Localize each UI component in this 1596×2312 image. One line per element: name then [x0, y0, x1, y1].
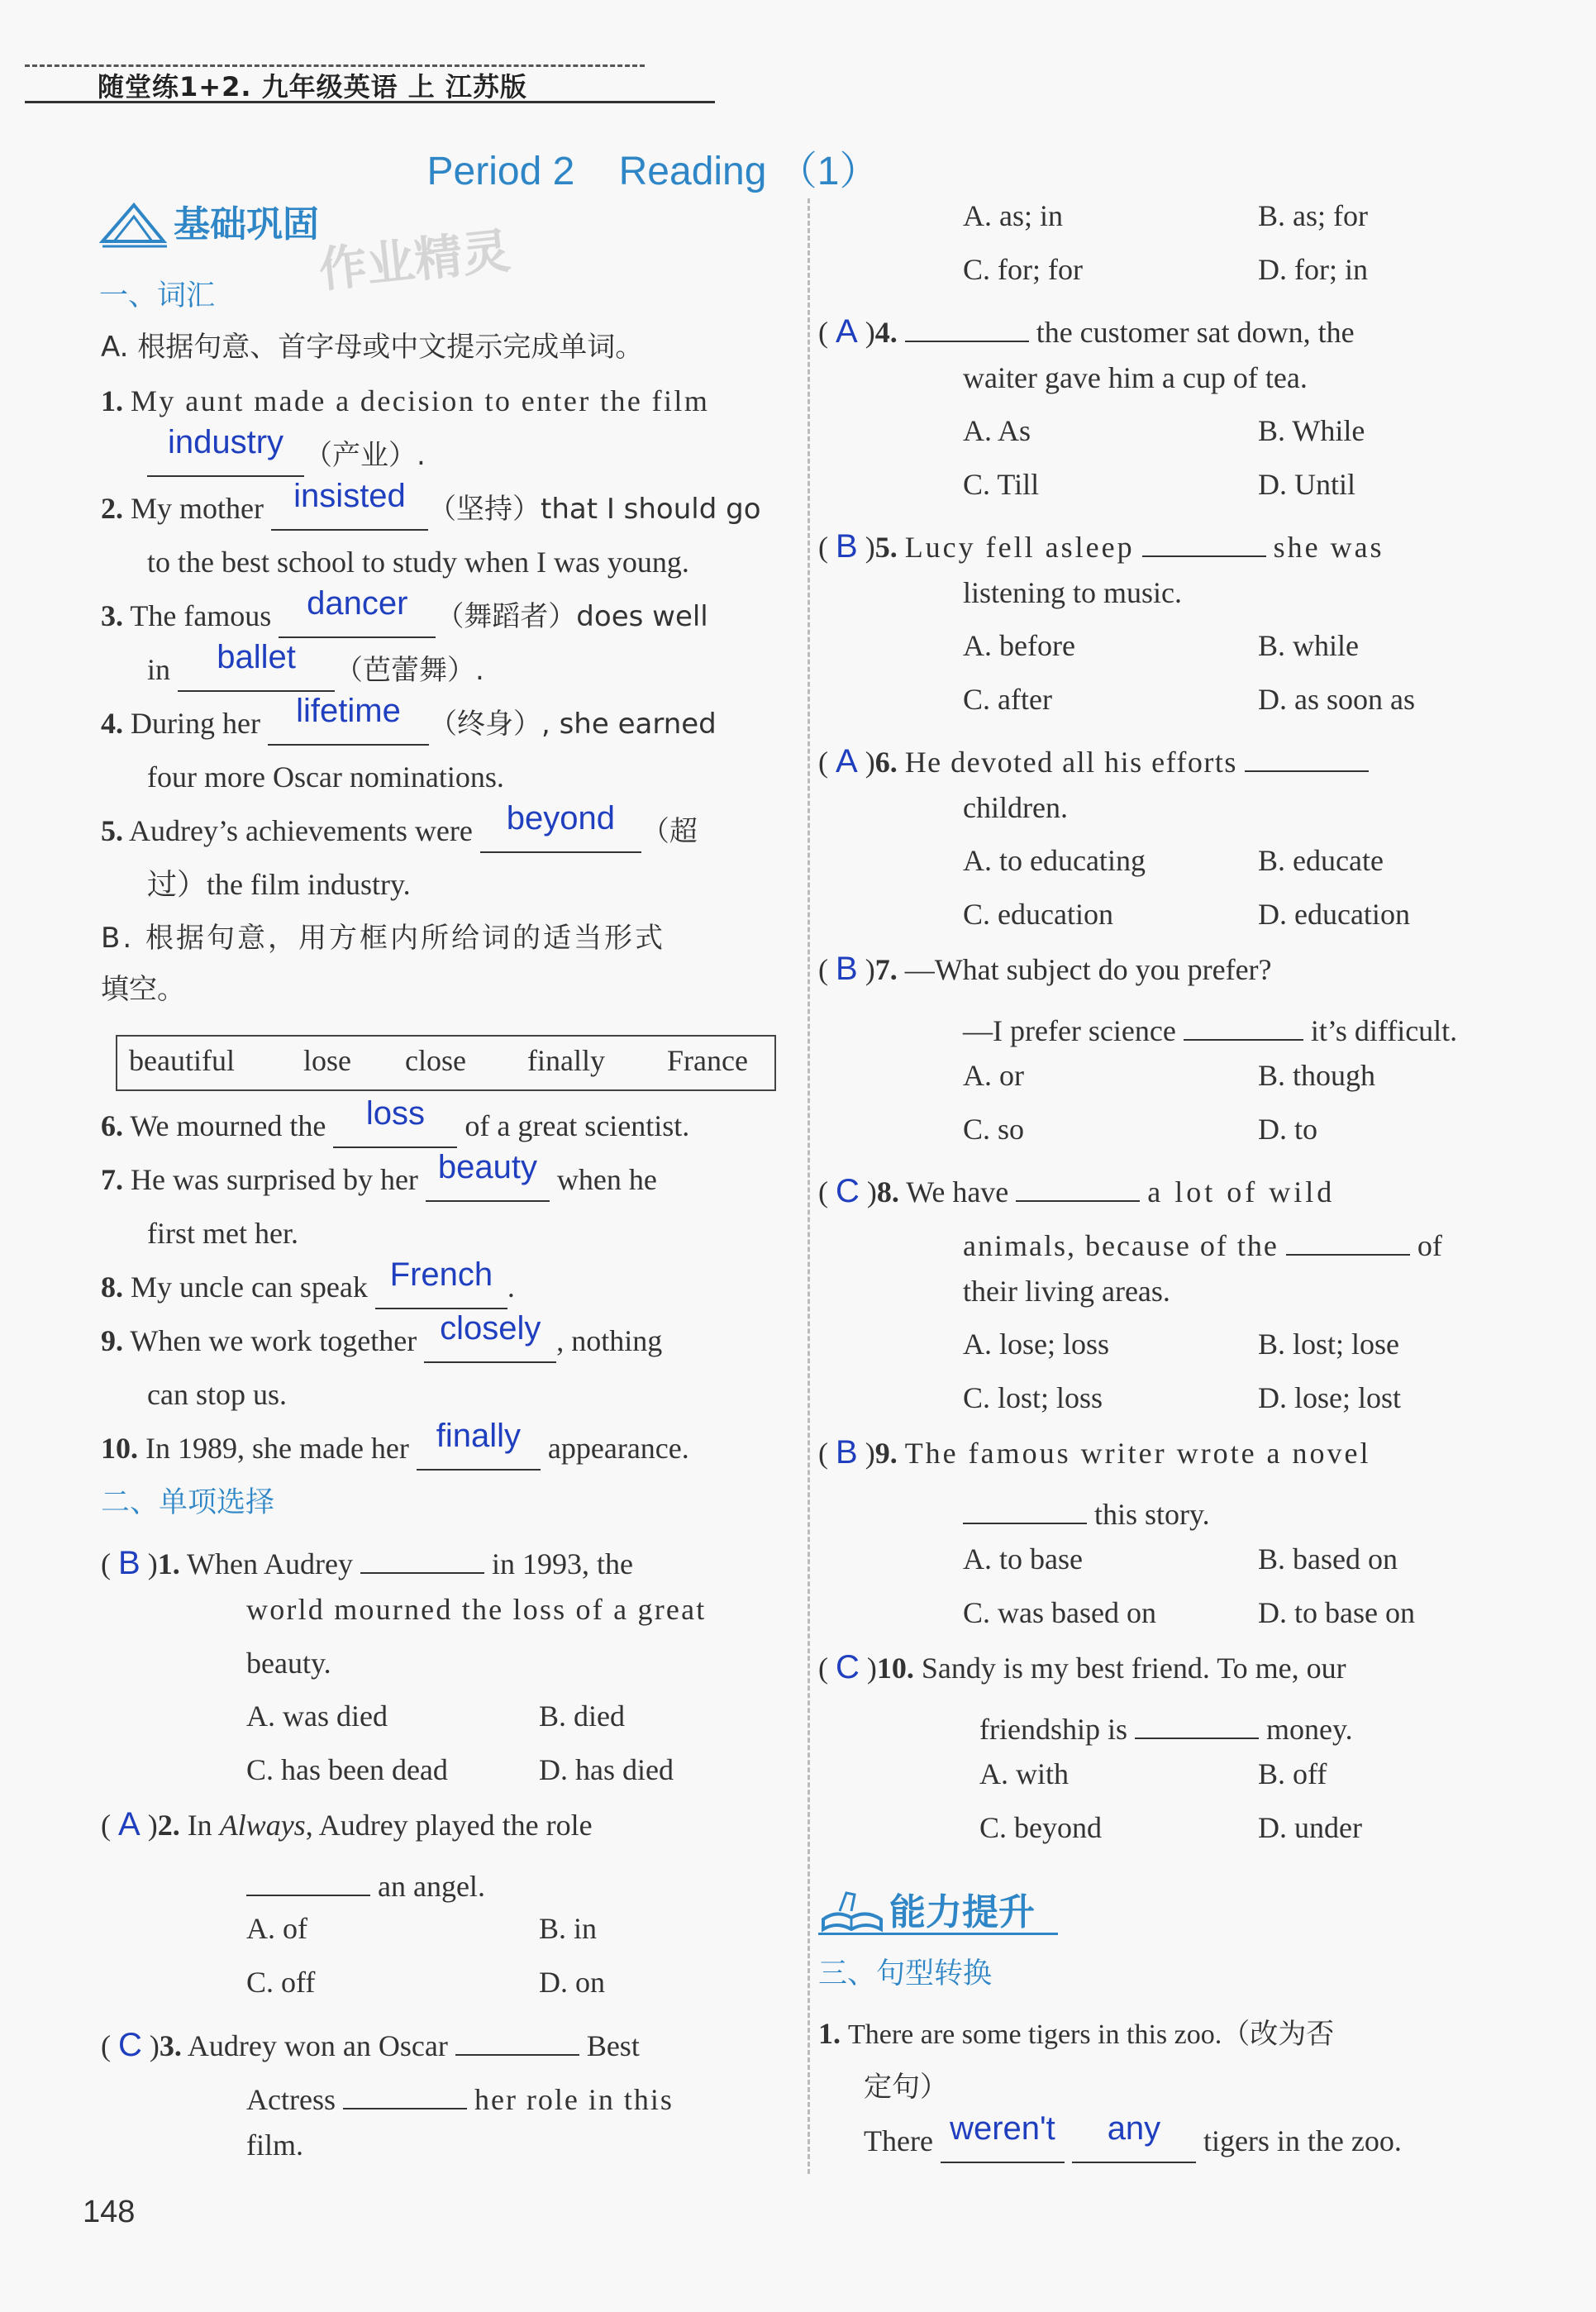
mc-option: C. Till	[963, 468, 1040, 501]
transform-q1-line1: 1. There are some tigers in this zoo.（改为否	[818, 2017, 1335, 2050]
answer-blank: beyond	[480, 808, 641, 853]
word-box-item: beautiful	[129, 1044, 235, 1077]
section-advanced-underline	[818, 1933, 1058, 1935]
answer-blank	[360, 1529, 484, 1574]
mc-option: B. based on	[1258, 1542, 1398, 1575]
mc-option: A. to educating	[963, 844, 1146, 877]
page-title	[0, 139, 1306, 196]
mc-q9-line1: ( B )9. The famous writer wrote a novel	[818, 1434, 1371, 1471]
vocab-q7-line1: 7. He was surprised by her beauty when he	[101, 1153, 657, 1207]
part-b-instruction-1: B. 根据句意，用方框内所给词的适当形式	[101, 922, 665, 955]
vocab-q1-line1: 1. My aunt made a decision to enter the film	[101, 384, 710, 417]
answer-blank	[246, 1852, 370, 1896]
vocab-q10: 10. In 1989, she made her finally appearance.	[101, 1422, 689, 1475]
mc-option: B. in	[539, 1912, 598, 1945]
mc-q1-line2: world mourned the loss of a great	[246, 1593, 707, 1626]
ruler-triangle-icon	[98, 198, 170, 248]
mc-option: C. beyond	[979, 1811, 1102, 1844]
mc-option: A. of	[246, 1912, 307, 1945]
mc-q8-line3: their living areas.	[963, 1275, 1170, 1308]
answer-blank	[905, 298, 1029, 342]
mc-option: C. has been dead	[246, 1753, 448, 1786]
mc-q10-line1: ( C )10. Sandy is my best friend. To me, our	[818, 1649, 1346, 1685]
period-label: Period 2	[426, 150, 575, 193]
mc-option: C. for; for	[963, 253, 1083, 286]
vocab-q4-line1: 4. During her lifetime （终身）, she earned	[101, 697, 717, 751]
mc-option: B. while	[1258, 629, 1359, 662]
mc-answer: C	[836, 1173, 860, 1209]
mc-option: A. before	[963, 629, 1075, 662]
mc-q7-line2: —I prefer science it’s difficult.	[963, 996, 1457, 1058]
vocab-q3-line2: in ballet （芭蕾舞）.	[147, 643, 484, 698]
mc-option: A. As	[963, 414, 1031, 447]
page-number: 148	[83, 2195, 136, 2229]
vocab-q6: 6. We mourned the loss of a great scientist.	[101, 1099, 689, 1153]
mc-option: B. While	[1258, 414, 1365, 447]
mc-option: B. as; for	[1258, 199, 1368, 232]
mc-q6-line2: children.	[963, 791, 1068, 824]
mc-option: B. educate	[1258, 844, 1384, 877]
mc-option: D. as soon as	[1258, 683, 1415, 716]
mc-answer: B	[836, 528, 858, 565]
answer-blank: lifetime	[268, 701, 429, 746]
vocab-q5-line2: 过）the film industry.	[147, 868, 411, 901]
mc-answer: B	[836, 951, 858, 987]
part-transform-heading: 三、句型转换	[818, 1957, 993, 1990]
watermark: 作业精灵	[316, 222, 513, 298]
running-header: 随堂练1+2. 九年级英语 上 江苏版	[98, 71, 527, 102]
mc-option: D. has died	[539, 1753, 674, 1786]
section-advanced-title: 能力提升	[889, 1891, 1035, 1933]
mc-option: A. lose; loss	[963, 1328, 1110, 1361]
answer-blank	[343, 2065, 467, 2109]
answer-blank: any	[1072, 2119, 1196, 2163]
mc-option: D. on	[539, 1966, 605, 1999]
vocab-q1-line2: industry （产业）.	[147, 428, 426, 483]
answer-blank	[1135, 1695, 1259, 1739]
mc-option: D. for; in	[1258, 253, 1368, 286]
mc-option: B. off	[1258, 1757, 1327, 1790]
answer-blank: beauty	[426, 1157, 550, 1202]
mc-q4-line2: waiter gave him a cup of tea.	[963, 361, 1308, 394]
column-divider	[808, 198, 810, 2174]
part-b-instruction-2: 填空。	[101, 973, 185, 1006]
answer-blank	[1184, 996, 1303, 1041]
word-box-item: France	[667, 1044, 748, 1077]
mc-option: A. or	[963, 1059, 1024, 1092]
answer-blank: loss	[333, 1104, 457, 1148]
answer-blank: industry	[147, 432, 304, 477]
mc-q10-line2: friendship is money.	[979, 1695, 1353, 1757]
mc-option: C. off	[246, 1966, 316, 1999]
mc-q1-line3: beauty.	[246, 1647, 331, 1680]
answer-blank	[1286, 1211, 1410, 1256]
part-vocab-heading: 一、词汇	[99, 279, 216, 312]
answer-blank	[1016, 1157, 1140, 1202]
mc-option: D. Until	[1258, 468, 1356, 501]
mc-option: B. lost; lose	[1258, 1328, 1400, 1361]
mc-q8-line2: animals, because of the of	[963, 1211, 1442, 1273]
mc-option: A. was died	[246, 1699, 388, 1733]
vocab-q4-line2: four more Oscar nominations.	[147, 760, 504, 794]
book-hand-icon	[818, 1886, 886, 1936]
section-advanced-heading	[818, 1886, 1035, 1947]
mc-answer: A	[118, 1806, 141, 1842]
vocab-q9-line2: can stop us.	[147, 1378, 287, 1411]
word-box	[116, 1035, 776, 1091]
mc-option: B. though	[1258, 1059, 1376, 1092]
mc-option: C. lost; loss	[963, 1381, 1103, 1414]
vocab-q2-line1: 2. My mother insisted （坚持）that I should go	[101, 482, 761, 536]
mc-answer: C	[118, 2027, 142, 2063]
mc-option: B. died	[539, 1699, 625, 1733]
answer-blank: French	[375, 1265, 507, 1309]
answer-blank: insisted	[271, 486, 428, 531]
word-box-item: finally	[527, 1044, 605, 1077]
part-mc-heading: 二、单项选择	[101, 1486, 275, 1519]
answer-blank: weren't	[941, 2119, 1065, 2163]
mc-q5-line1: ( B )5. Lucy fell asleep she was	[818, 512, 1384, 574]
word-box-item: lose	[303, 1044, 351, 1077]
answer-blank: finally	[417, 1426, 541, 1471]
mc-q3-line1: ( C )3. Audrey won an Oscar Best	[101, 2011, 640, 2073]
mc-q9-line2: this story.	[963, 1480, 1210, 1542]
mc-option: C. after	[963, 683, 1052, 716]
mc-q8-line1: ( C )8. We have a lot of wild	[818, 1157, 1335, 1219]
reading-label: Reading （1）	[618, 150, 879, 193]
section-basic-title: 基础巩固	[174, 203, 319, 246]
transform-q1-line2: 定句）	[864, 2071, 948, 2104]
mc-option: D. under	[1258, 1811, 1362, 1844]
answer-blank: closely	[424, 1318, 556, 1363]
vocab-q5-line1: 5. Audrey’s achievements were beyond （超	[101, 804, 698, 859]
mc-q3-line2: Actress her role in this	[246, 2065, 674, 2127]
mc-answer: C	[836, 1649, 860, 1685]
mc-q5-line2: listening to music.	[963, 576, 1182, 609]
mc-q2-line1: ( A )2. In Always, Audrey played the role	[101, 1806, 593, 1842]
answer-blank: ballet	[178, 647, 335, 692]
mc-option: D. to base on	[1258, 1596, 1415, 1629]
mc-option: D. to	[1258, 1113, 1317, 1146]
mc-option: C. was based on	[963, 1596, 1156, 1629]
mc-answer: B	[118, 1545, 141, 1581]
mc-option: C. education	[963, 898, 1113, 931]
part-a-instruction: A. 根据句意、首字母或中文提示完成单词。	[101, 331, 644, 364]
answer-blank	[455, 2011, 579, 2056]
mc-option: A. as; in	[963, 199, 1063, 232]
mc-q1-line1: ( B )1. When Audrey in 1993, the	[101, 1529, 633, 1591]
mc-answer: A	[836, 743, 858, 779]
transform-q1-line3: There weren't any tigers in the zoo.	[864, 2114, 1402, 2168]
mc-answer: A	[836, 313, 858, 350]
header-rule	[25, 101, 715, 103]
mc-q3-line3: film.	[246, 2128, 303, 2162]
mc-option: A. to base	[963, 1542, 1083, 1575]
answer-blank: dancer	[279, 593, 436, 638]
mc-option: A. with	[979, 1757, 1069, 1790]
answer-blank	[1245, 727, 1369, 772]
mc-answer: B	[836, 1434, 858, 1471]
mc-option: C. so	[963, 1113, 1025, 1146]
answer-blank	[963, 1480, 1087, 1524]
mc-q4-line1: ( A )4. the customer sat down, the	[818, 298, 1355, 360]
word-box-item: close	[405, 1044, 466, 1077]
mc-q7-line1: ( B )7. —What subject do you prefer?	[818, 951, 1272, 987]
answer-blank	[1142, 512, 1266, 557]
vocab-q9-line1: 9. When we work together closely , nothing	[101, 1314, 662, 1368]
vocab-q8: 8. My uncle can speak French .	[101, 1261, 515, 1314]
vocab-q7-line2: first met her.	[147, 1217, 298, 1250]
mc-option: D. lose; lost	[1258, 1381, 1402, 1414]
mc-option: D. education	[1258, 898, 1410, 931]
vocab-q3-line1: 3. The famous dancer （舞蹈者）does well	[101, 589, 708, 644]
section-basic-heading	[98, 198, 319, 259]
mc-q6-line1: ( A )6. He devoted all his efforts	[818, 727, 1369, 789]
vocab-q2-line2: to the best school to study when I was young.	[147, 546, 689, 579]
mc-q2-line2: an angel.	[246, 1852, 485, 1914]
